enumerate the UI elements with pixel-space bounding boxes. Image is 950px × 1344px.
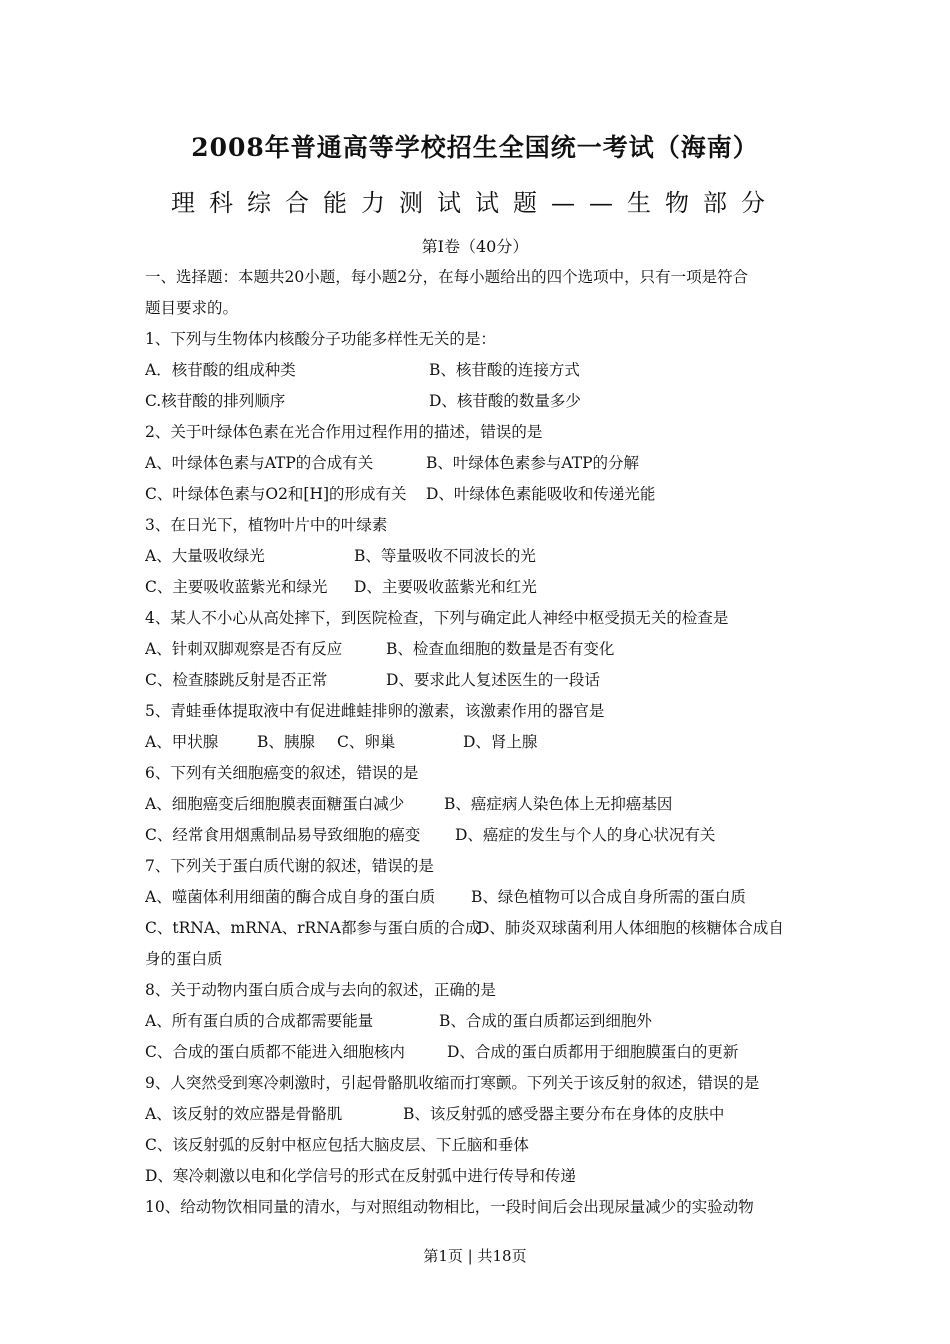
option-row: [145, 727, 810, 758]
question-stem: 6、下列有关细胞癌变的叙述，错误的是: [145, 764, 419, 782]
option-row: [145, 665, 810, 696]
question-stem: 3、在日光下，植物叶片中的叶绿素: [145, 516, 388, 534]
option: D、肾上腺: [463, 733, 538, 751]
option: B、等量吸收不同波长的光: [354, 547, 536, 565]
option: D、癌症的发生与个人的身心状况有关: [455, 826, 716, 844]
option: D、合成的蛋白质都用于细胞膜蛋白的更新: [447, 1043, 739, 1061]
option: A、甲状腺: [145, 733, 219, 751]
question-stem: 2、关于叶绿体色素在光合作用过程作用的描述，错误的是: [145, 423, 543, 441]
option: B、绿色植物可以合成自身所需的蛋白质: [471, 888, 746, 906]
option-row: [145, 1099, 810, 1130]
page-footer: 第1页 | 共18页: [423, 1247, 527, 1265]
option-row: [145, 386, 810, 417]
option-row: [145, 541, 810, 572]
option: C、检查膝跳反射是否正常: [145, 671, 328, 689]
option: C、合成的蛋白质都不能进入细胞核内: [145, 1043, 405, 1061]
option-continuation: 身的蛋白质: [145, 950, 223, 968]
option-row: [145, 1006, 810, 1037]
exam-title: 2008年普通高等学校招生全国统一考试（海南）: [191, 133, 759, 162]
intro-line: 题目要求的。: [145, 299, 239, 317]
option: B、该反射弧的感受器主要分布在身体的皮肤中: [403, 1105, 725, 1123]
option: C、tRNA、mRNA、rRNA都参与蛋白质的合成: [145, 919, 481, 937]
option-row: [145, 634, 810, 665]
option-row: [145, 448, 810, 479]
option: C、卵巢: [337, 733, 396, 751]
option: A、针刺双脚观察是否有反应: [145, 640, 343, 658]
option: D、叶绿体色素能吸收和传递光能: [426, 485, 656, 503]
question-stem: 10、给动物饮相同量的清水，与对照组动物相比，一段时间后会出现尿量减少的实验动物: [145, 1198, 754, 1216]
option: A、大量吸收绿光: [145, 547, 265, 565]
option: B、合成的蛋白质都运到细胞外: [439, 1012, 652, 1030]
option: B、叶绿体色素参与ATP的分解: [426, 454, 640, 472]
option-row: D、寒冷刺激以电和化学信号的形式在反射弧中进行传导和传递: [145, 1167, 576, 1185]
option-row: [145, 820, 810, 851]
question-stem: 7、下列关于蛋白质代谢的叙述，错误的是: [145, 857, 434, 875]
section-heading: 第Ⅰ卷（40分）: [421, 237, 529, 256]
option: C、叶绿体色素与O2和[H]的形成有关: [145, 485, 407, 503]
option-row: [145, 479, 810, 510]
option-row: C、该反射弧的反射中枢应包括大脑皮层、下丘脑和垂体: [145, 1136, 529, 1154]
option: A、噬菌体利用细菌的酶合成自身的蛋白质: [145, 888, 436, 906]
option-row: [145, 789, 810, 820]
option: A、所有蛋白质的合成都需要能量: [145, 1012, 374, 1030]
option: C、经常食用烟熏制品易导致细胞的癌变: [145, 826, 421, 844]
question-stem: 8、关于动物内蛋白质合成与去向的叙述，正确的是: [145, 981, 496, 999]
option: C.核苷酸的排列顺序: [145, 392, 286, 410]
question-list: [145, 262, 810, 1223]
option-row: [145, 572, 810, 603]
option: C、主要吸收蓝紫光和绿光: [145, 578, 328, 596]
option: B、核苷酸的连接方式: [429, 361, 580, 379]
option-row: [145, 355, 810, 386]
option: D、主要吸收蓝紫光和红光: [354, 578, 537, 596]
question-stem: 9、人突然受到寒冷刺激时，引起骨骼肌收缩而打寒颤。下列关于该反射的叙述，错误的是: [145, 1074, 760, 1092]
question-stem: 5、青蛙垂体提取液中有促进雌蛙排卵的激素，该激素作用的器官是: [145, 702, 605, 720]
option: D、肺炎双球菌利用人体细胞的核糖体合成自: [477, 919, 784, 937]
intro-line: 一、选择题：本题共20小题，每小题2分，在每小题给出的四个选项中，只有一项是符合: [145, 268, 749, 286]
option: A、该反射的效应器是骨骼肌: [145, 1105, 343, 1123]
option-row: [145, 913, 810, 944]
option: B、检查血细胞的数量是否有变化: [386, 640, 615, 658]
exam-subtitle: 理科综合能力测试试题——生物部分: [171, 189, 779, 217]
option: D、要求此人复述医生的一段话: [386, 671, 600, 689]
option: B、癌症病人染色体上无抑癌基因: [444, 795, 673, 813]
option-row: [145, 1037, 810, 1068]
option: A．核苷酸的组成种类: [145, 361, 296, 379]
option: D、核苷酸的数量多少: [429, 392, 581, 410]
option-row: [145, 882, 810, 913]
option: A、叶绿体色素与ATP的合成有关: [145, 454, 374, 472]
question-stem: 4、某人不小心从高处摔下，到医院检查，下列与确定此人神经中枢受损无关的检查是: [145, 609, 729, 627]
question-stem: 1、下列与生物体内核酸分子功能多样性无关的是：: [145, 330, 496, 348]
option: B、胰腺: [257, 733, 315, 751]
option: A、细胞癌变后细胞膜表面糖蛋白减少: [145, 795, 405, 813]
